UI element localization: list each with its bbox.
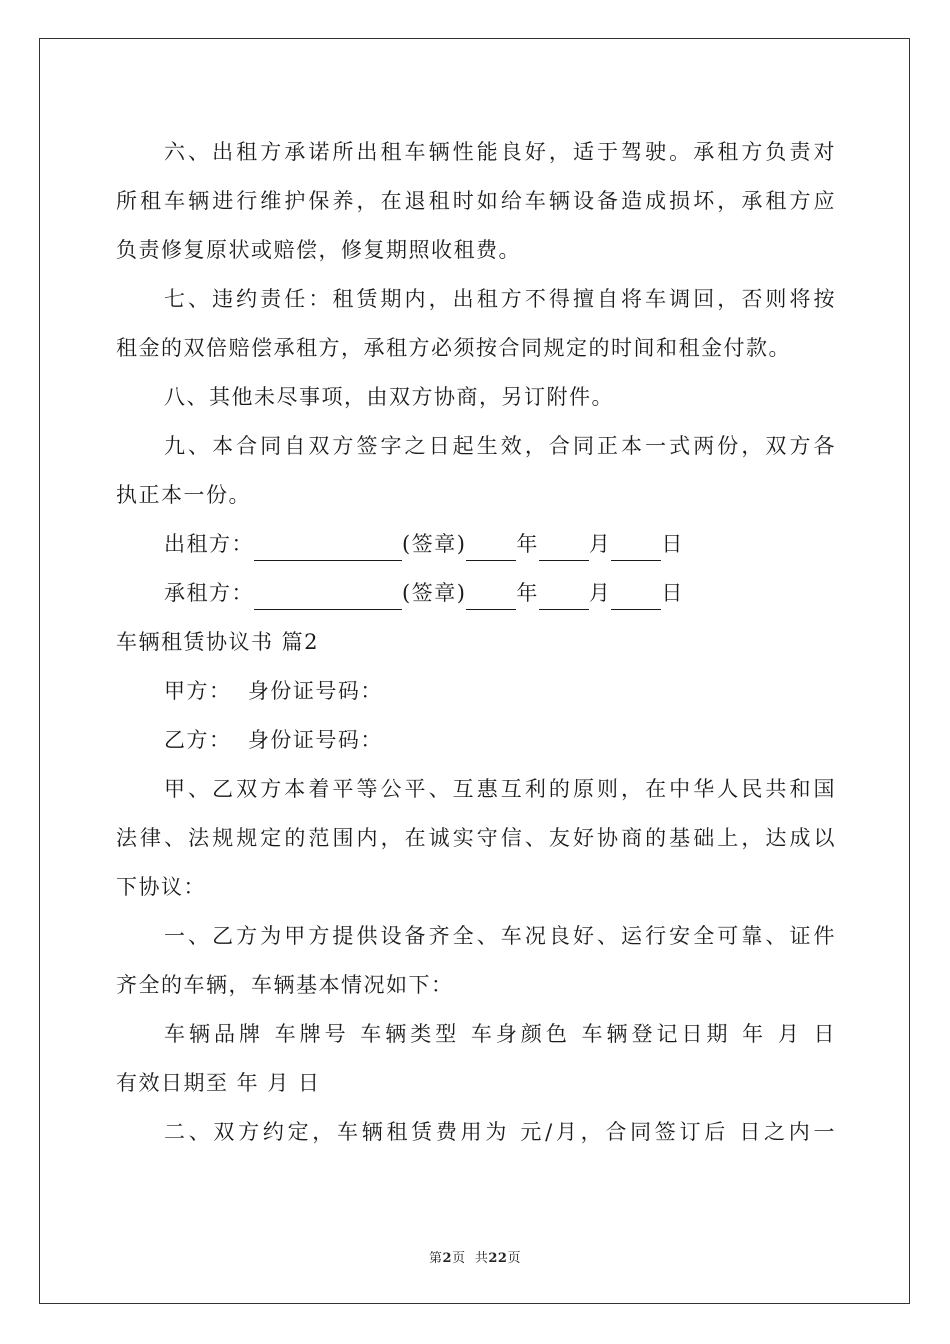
month-label: 月: [588, 581, 612, 605]
page-suffix: 页: [507, 1251, 521, 1266]
signature-label: 承租方：: [164, 581, 254, 605]
year-blank: [466, 575, 516, 610]
paragraph-9-line-2: 执正本一份。: [116, 483, 251, 507]
signature-lessor: [116, 520, 836, 569]
month-label: 月: [588, 532, 612, 556]
paragraph-8-line-1: 八、其他未尽事项，由双方协商，另订附件。: [164, 385, 614, 409]
year-label: 年: [516, 532, 539, 556]
page-mid: 页 共: [452, 1251, 489, 1266]
year-label: 年: [516, 581, 539, 605]
seal-label: (签章): [402, 532, 467, 556]
s2-paragraph-1-line-3: 下协议：: [116, 875, 206, 899]
day-label: 日: [661, 581, 684, 605]
s2-paragraph-4-line-1: 二、双方约定，车辆租赁费用为 元/月，合同签订后 日之内一: [164, 1120, 836, 1144]
paragraph-7-line-1: 七、违约责任：租赁期内，出租方不得擅自将车调回，否则将按: [164, 287, 836, 311]
signature-blank: [254, 526, 402, 561]
signature-label: 出租方：: [164, 532, 254, 556]
paragraph-9-line-1: 九、本合同自双方签字之日起生效，合同正本一式两份，双方各: [164, 434, 836, 458]
s2-paragraph-2-line-2: 齐全的车辆，车辆基本情况如下：: [116, 973, 454, 997]
page-current: 2: [442, 1251, 453, 1266]
party-b-line: 乙方： 身份证号码：: [164, 728, 383, 752]
year-blank: [466, 526, 516, 561]
day-label: 日: [661, 532, 684, 556]
s2-paragraph-2-line-1: 一、乙方为甲方提供设备齐全、车况良好、运行安全可靠、证件: [164, 924, 836, 948]
month-blank: [539, 575, 589, 610]
paragraph-7-line-2: 租金的双倍赔偿承租方，承租方必须按合同规定的时间和租金付款。: [116, 336, 791, 360]
s2-paragraph-1-line-2: 法律、法规规定的范围内，在诚实守信、友好协商的基础上，达成以: [116, 826, 836, 850]
s2-paragraph-3-line-1: 车辆品牌 车牌号 车辆类型 车身颜色 车辆登记日期 年 月 日: [164, 1022, 836, 1046]
day-blank: [611, 526, 661, 561]
section-2-title: 车辆租赁协议书 篇2: [116, 630, 320, 654]
seal-label: (签章): [402, 581, 467, 605]
page-total: 22: [488, 1251, 508, 1266]
s2-paragraph-3-line-2: 有效日期至 年 月 日: [116, 1071, 321, 1095]
month-blank: [539, 526, 589, 561]
document-body: [116, 128, 836, 1157]
paragraph-6-line-3: 负责修复原状或赔偿，修复期照收租费。: [116, 238, 521, 262]
paragraph-6-line-2: 所租车辆进行维护保养，在退租时如给车辆设备造成损坏，承租方应: [116, 189, 836, 213]
day-blank: [611, 575, 661, 610]
page-footer: [0, 1247, 950, 1266]
s2-paragraph-1-line-1: 甲、乙双方本着平等公平、互惠互利的原则，在中华人民共和国: [164, 777, 836, 801]
page-prefix: 第: [429, 1251, 443, 1266]
signature-lessee: [116, 569, 836, 618]
paragraph-6-line-1: 六、出租方承诺所出租车辆性能良好，适于驾驶。承租方负责对: [164, 140, 836, 164]
signature-blank: [254, 575, 402, 610]
party-a-line: 甲方： 身份证号码：: [164, 679, 383, 703]
